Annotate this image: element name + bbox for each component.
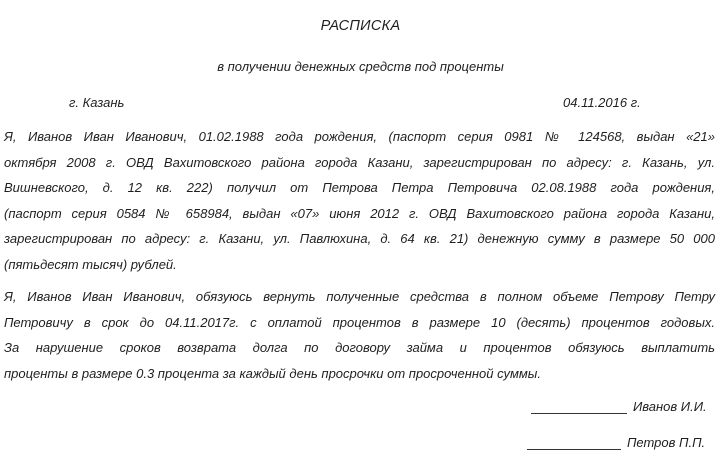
signature-borrower (531, 399, 707, 414)
text-line: зарегистрирован по адресу: г. Казани, ул. Павлюхина, д. 64 кв. 21) денежную сумму в размере 50 000 (4, 231, 715, 246)
signature-name: Петров П.П. (627, 435, 706, 450)
signature-line (527, 435, 621, 450)
text-line: (паспорт серия 0584 № 658984, выдан «07» июня 2012 г. ОВД Вахитовского района города Казани, (4, 205, 715, 221)
document-title: РАСПИСКА (320, 18, 401, 34)
date-label: 04.11.2016 г. (563, 95, 641, 110)
paragraph-obligation (4, 284, 715, 386)
text-line: Вишневского, д. 12 кв. 222) получил от Петрова Петра Петровича 02.08.1988 года рождения, (4, 180, 715, 195)
signature-lender (527, 435, 705, 450)
text-line: октября 2008 г. ОВД Вахитовского района города Казани, зарегистрирован по адресу: г. Казань, ул. (4, 154, 715, 170)
text-line: проценты в размере 0.3 процента за каждый день просрочки от просроченной суммы. (4, 365, 541, 381)
signature-line (531, 399, 627, 414)
text-line: За нарушение сроков возврата долга по договору займа и процентов обязуюсь выплатить (4, 340, 715, 355)
text-line: Я, Иванов Иван Иванович, 01.02.1988 года рождения, (паспорт серия 0981 № 124568, выдан «21» (4, 129, 715, 144)
text-line: Петровичу в срок до 04.11.2017г. с оплатой процентов в размере 10 (десять) процентов годовых. (4, 314, 715, 330)
paragraph-borrower-details (4, 124, 715, 277)
city-label: г. Казань (69, 95, 125, 110)
signature-name: Иванов И.И. (633, 399, 707, 414)
text-line: Я, Иванов Иван Иванович, обязуюсь вернуть полученные средства в полном объеме Петрову Петру (4, 289, 715, 304)
text-line: (пятьдесят тысяч) рублей. (4, 256, 177, 272)
document-subtitle: в получении денежных средств под проценты (217, 59, 504, 74)
